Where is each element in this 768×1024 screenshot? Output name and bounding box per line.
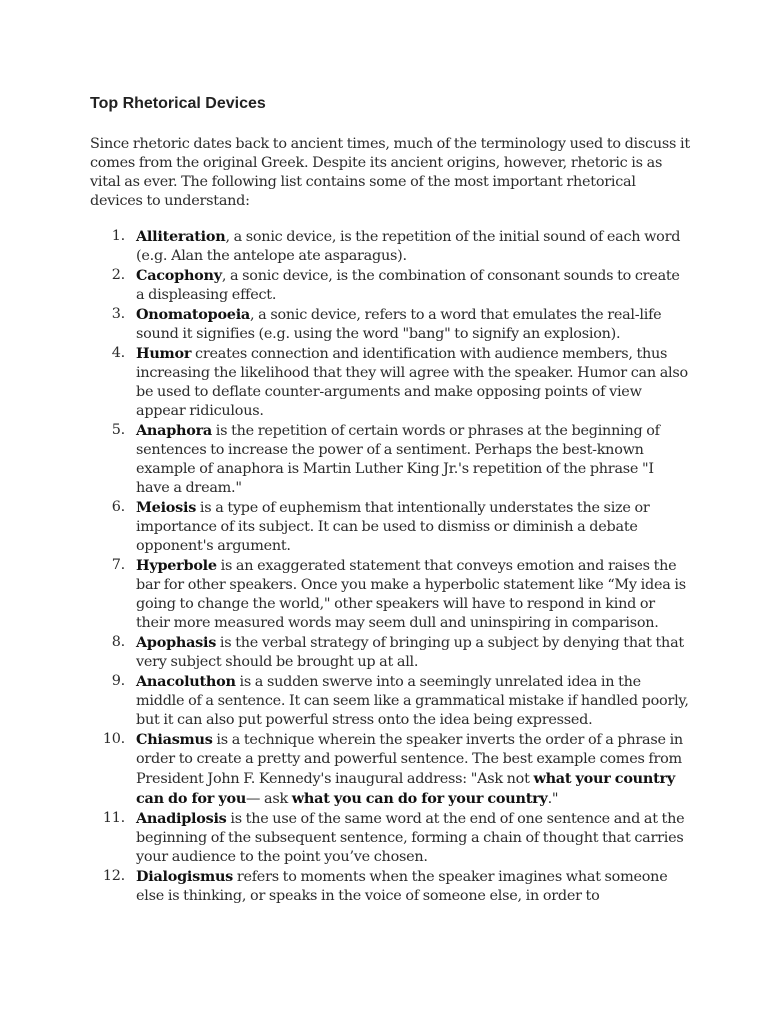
item-term: Apophasis — [136, 634, 217, 651]
item-term: Hyperbole — [136, 557, 217, 574]
item-text: — ask — [246, 791, 292, 807]
item-number: 1. — [111, 228, 125, 244]
list-item — [90, 633, 690, 672]
item-text: , a sonic device, is the repetition of the initial sound of each word (e.g. Alan the antelope ate asparagus). — [136, 229, 681, 264]
list-item — [90, 809, 690, 867]
list-item — [90, 227, 690, 266]
item-number: 12. — [102, 868, 125, 884]
list-item — [90, 867, 690, 906]
item-term: Humor — [136, 345, 192, 362]
item-term: Anacoluthon — [136, 673, 236, 690]
item-text: is the verbal strategy of bringing up a subject by denying that that very subject should be brought up at all. — [136, 635, 684, 670]
item-number: 7. — [111, 557, 125, 573]
item-text: , a sonic device, is the combination of consonant sounds to create a displeasing effect. — [136, 268, 680, 303]
item-text: creates connection and identification with audience members, thus increasing the likelihood that they will agree with the speaker. Humor can also be used to deflate counter-arguments and make opposing points of view appear ridiculous. — [136, 346, 688, 419]
item-number: 5. — [111, 422, 125, 438]
item-term: Anaphora — [136, 422, 212, 439]
list-item — [90, 672, 690, 730]
item-term: Cacophony — [136, 267, 222, 284]
item-text: , a sonic device, refers to a word that emulates the real-life sound it signifies (e.g. using the word "bang" to signify an explosion). — [136, 307, 662, 342]
item-text: ." — [547, 791, 559, 807]
item-number: 11. — [102, 810, 125, 826]
item-text: is a type of euphemism that intentionally understates the size or importance of its subject. It can be used to dismiss or diminish a debate opponent's argument. — [136, 500, 650, 554]
quote-emphasis: what you can do for your country — [291, 790, 548, 807]
item-term: Chiasmus — [136, 731, 213, 748]
list-item — [90, 498, 690, 556]
document-page — [90, 94, 690, 906]
item-number: 2. — [111, 267, 125, 283]
list-item — [90, 421, 690, 498]
list-item — [90, 344, 690, 421]
item-term: Onomatopoeia — [136, 306, 251, 323]
quote-emphasis: what your country can do for you — [136, 770, 675, 807]
list-item — [90, 266, 690, 305]
item-term: Alliteration — [136, 228, 226, 245]
list-item — [90, 556, 690, 633]
list-item — [90, 305, 690, 344]
item-text: is an exaggerated statement that conveys emotion and raises the bar for other speakers. Once you make a hyperbolic statement like “My idea is going to change the world," other speakers will have to respond in kind or their more measured words may seem dull and uninspiring in comparison. — [136, 558, 686, 631]
item-term: Dialogismus — [136, 868, 234, 885]
item-text: is the use of the same word at the end of one sentence and at the beginning of the subsequent sentence, forming a chain of thought that carries your audience to the point you’ve chosen. — [136, 811, 685, 865]
item-text: is a technique wherein the speaker inverts the order of a phrase in order to create a pretty and powerful sentence. The best example comes from President John F. Kennedy's inaugural address: "Ask not — [136, 732, 683, 787]
devices-list — [90, 227, 690, 906]
intro-paragraph: Since rhetoric dates back to ancient times, much of the terminology used to discuss it comes from the original Greek. Despite its ancient origins, however, rhetoric is as vital as ever. The following list contains some of the most important rhetorical devices to understand: — [90, 136, 690, 209]
item-number: 4. — [111, 345, 125, 361]
item-number: 3. — [111, 306, 125, 322]
item-number: 10. — [102, 731, 125, 747]
item-term: Anadiplosis — [136, 810, 227, 827]
item-text: refers to moments when the speaker imagines what someone else is thinking, or speaks in the voice of someone else, in order to — [136, 869, 668, 904]
item-number: 9. — [111, 673, 125, 689]
item-number: 8. — [111, 634, 125, 650]
item-term: Meiosis — [136, 499, 197, 516]
list-item — [90, 730, 690, 809]
item-number: 6. — [111, 499, 125, 515]
item-text: is the repetition of certain words or phrases at the beginning of sentences to increase the power of a sentiment. Perhaps the best-known example of anaphora is Martin Luther King Jr.'s repetition of the phrase "I have a dream." — [136, 423, 660, 496]
page-title: Top Rhetorical Devices — [90, 95, 266, 112]
item-text: is a sudden swerve into a seemingly unrelated idea in the middle of a sentence. It can seem like a grammatical mistake if handled poorly, but it can also put powerful stress onto the idea being expressed. — [136, 674, 689, 728]
